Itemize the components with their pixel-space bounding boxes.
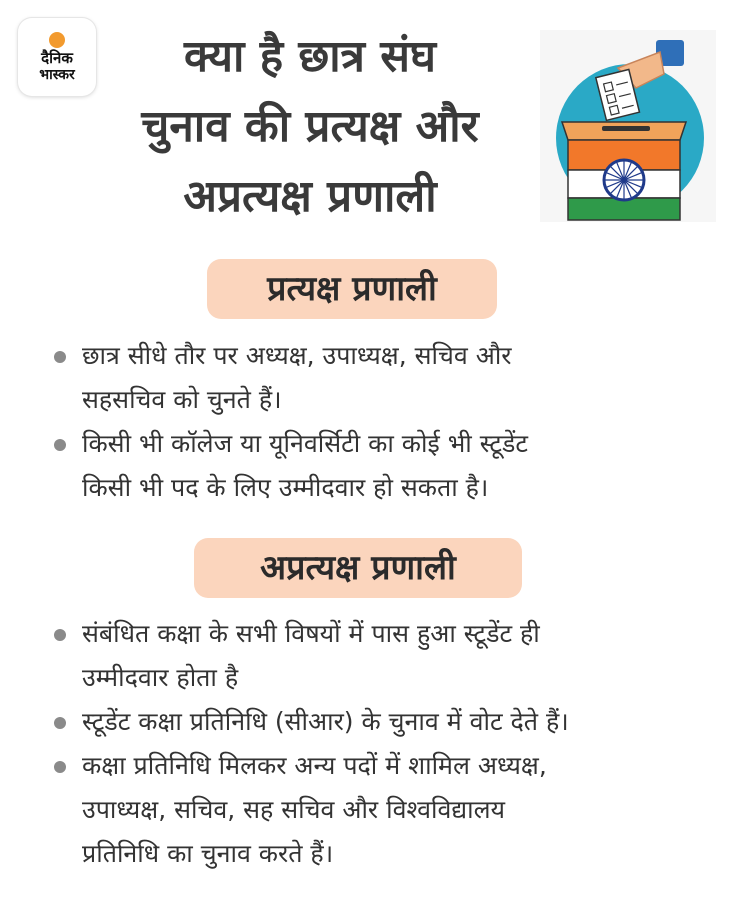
section-heading-direct: प्रत्यक्ष प्रणाली [207, 259, 497, 319]
bullet-text-line: किसी भी कॉलेज या यूनिवर्सिटी का कोई भी स्टूडेंट [82, 429, 529, 458]
indirect-system-list [50, 612, 690, 876]
list-item [50, 612, 690, 700]
bullet-text-line: सहसचिव को चुनते हैं। [82, 385, 282, 414]
bullet-text-line: छात्र सीधे तौर पर अध्यक्ष, उपाध्यक्ष, सचिव और [82, 341, 512, 370]
ballot-box-illustration [540, 30, 716, 222]
bullet-text-line: संबंधित कक्षा के सभी विषयों में पास हुआ स्टूडेंट ही [82, 619, 540, 648]
bullet-text-line: प्रतिनिधि का चुनाव करते हैं। [82, 839, 334, 868]
list-item [50, 744, 690, 876]
list-item [50, 700, 690, 744]
title-line-2: चुनाव की प्रत्यक्ष और [141, 101, 479, 152]
title-line-1: क्या है छात्र संघ [183, 31, 437, 82]
ballot-box-india-flag-icon [540, 30, 716, 222]
bullet-text-line: किसी भी पद के लिए उम्मीदवार हो सकता है। [82, 473, 489, 502]
logo-text-line1: दैनिक [41, 48, 73, 67]
sun-icon [49, 32, 65, 48]
list-item [50, 334, 690, 422]
bullet-text-line: उम्मीदवार होता है [82, 663, 239, 692]
title-line-3: अप्रत्यक्ष प्रणाली [183, 171, 437, 222]
direct-system-list [50, 334, 690, 510]
section-heading-indirect: अप्रत्यक्ष प्रणाली [194, 538, 522, 598]
list-item [50, 422, 690, 510]
bullet-text-line: उपाध्यक्ष, सचिव, सह सचिव और विश्वविद्यालय [82, 795, 506, 824]
bullet-text-line: कक्षा प्रतिनिधि मिलकर अन्य पदों में शामिल अध्यक्ष, [82, 751, 547, 780]
page-title [80, 22, 540, 232]
logo-text-line2: भास्कर [39, 66, 75, 83]
bullet-text-line: स्टूडेंट कक्षा प्रतिनिधि (सीआर) के चुनाव में वोट देते हैं। [82, 707, 569, 736]
